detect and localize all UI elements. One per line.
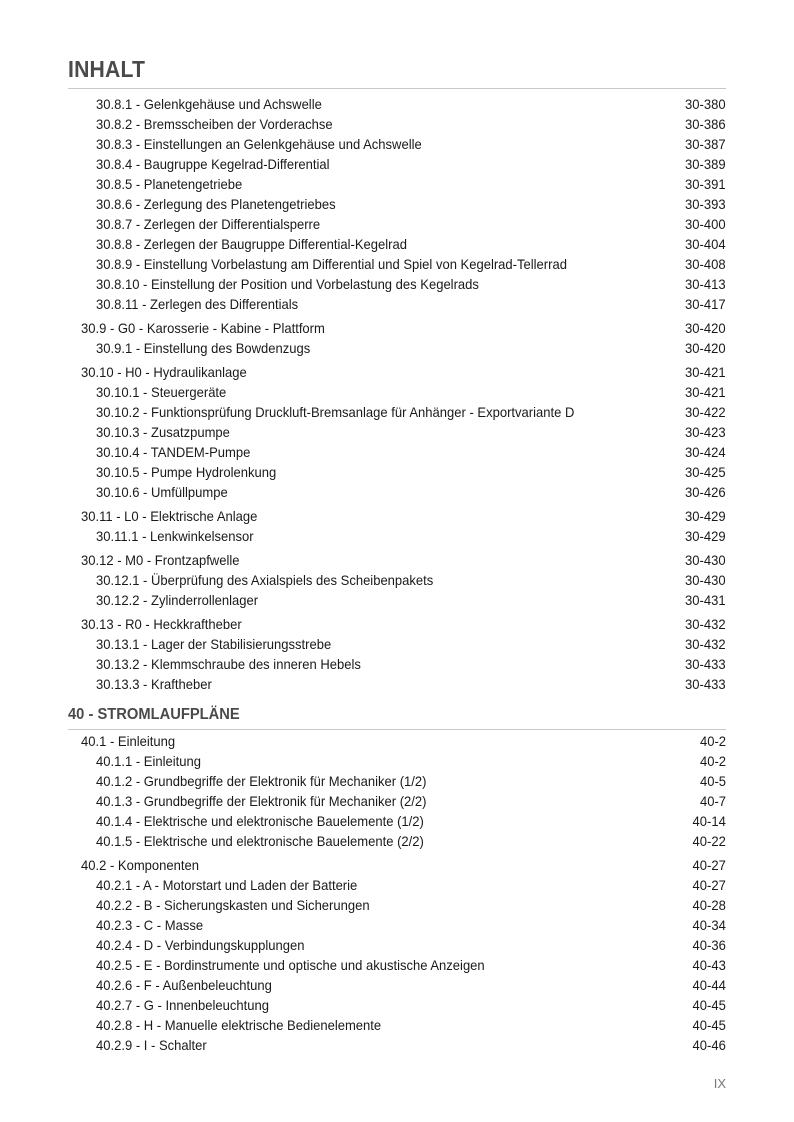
toc-entry-title: 40.1.1 - Einleitung <box>96 753 201 769</box>
toc-entry-page: 40-5 <box>699 773 726 789</box>
toc-entry <box>0 362 794 382</box>
toc-entry <box>0 134 794 154</box>
toc-entry-title: 30.8.9 - Einstellung Vorbelastung am Differential und Spiel von Kegelrad-Tellerrad <box>96 256 567 272</box>
toc-entry-title: 40.2.4 - D - Verbindungskupplungen <box>96 937 305 953</box>
toc-entry <box>0 570 794 590</box>
toc-entry <box>0 214 794 234</box>
toc-entry-title: 30.13.2 - Klemmschraube des inneren Hebels <box>96 656 361 672</box>
toc-entry-page: 30-404 <box>685 236 726 252</box>
toc-entry-page: 30-429 <box>685 508 726 524</box>
toc-entry-page: 30-429 <box>685 528 726 544</box>
toc-entry-page: 30-432 <box>685 636 726 652</box>
toc-entry-page: 40-7 <box>699 793 726 809</box>
toc-entry-title: 40.1.4 - Elektrische und elektronische Bauelemente (1/2) <box>96 813 424 829</box>
toc-entry <box>0 915 794 935</box>
toc-entry <box>0 174 794 194</box>
toc-entry-title: 30.8.6 - Zerlegung des Planetengetriebes <box>96 196 336 212</box>
toc-entry-page: 40-2 <box>699 753 726 769</box>
toc-entry-page: 30-408 <box>685 256 726 272</box>
toc-entry <box>0 614 794 634</box>
toc-entry <box>0 1035 794 1055</box>
toc-entry-page: 30-433 <box>685 676 726 692</box>
toc-entry-title: 30.8.8 - Zerlegen der Baugruppe Differential-Kegelrad <box>96 236 407 252</box>
toc-entry-title: 30.8.4 - Baugruppe Kegelrad-Differential <box>96 156 330 172</box>
toc-entry <box>0 875 794 895</box>
toc-entry <box>0 955 794 975</box>
toc-entry-title: 40.2.7 - G - Innenbeleuchtung <box>96 997 270 1013</box>
toc-entry <box>0 526 794 546</box>
toc-entry-title: 40.1.3 - Grundbegriffe der Elektronik für Mechaniker (2/2) <box>96 793 427 809</box>
toc-entry-title: 30.11.1 - Lenkwinkelsensor <box>96 528 254 544</box>
toc-entry-page: 30-387 <box>685 136 726 152</box>
toc-entry <box>0 318 794 338</box>
toc-entry <box>0 442 794 462</box>
toc-entry-page: 30-417 <box>685 296 726 312</box>
toc-entry-title: 30.10.3 - Zusatzpumpe <box>96 424 230 440</box>
toc-entry <box>0 831 794 851</box>
toc-entry <box>0 274 794 294</box>
toc-entry <box>0 995 794 1015</box>
toc-entry-title: 40.2.1 - A - Motorstart und Laden der Batterie <box>96 877 358 893</box>
toc-entry <box>0 791 794 811</box>
toc-entry-title: 30.8.2 - Bremsscheiben der Vorderachse <box>96 116 333 132</box>
toc-entry-page: 30-421 <box>685 384 726 400</box>
toc-entry <box>0 634 794 654</box>
toc-entry-page: 40-28 <box>692 897 726 913</box>
toc-entry <box>0 935 794 955</box>
toc-entry-title: 30.10.5 - Pumpe Hydrolenkung <box>96 464 277 480</box>
toc-entry-page: 40-27 <box>692 857 726 873</box>
toc-entry <box>0 506 794 526</box>
toc-entry-page: 40-36 <box>692 937 726 953</box>
toc-entry-title: 40.1.2 - Grundbegriffe der Elektronik für Mechaniker (1/2) <box>96 773 427 789</box>
toc-entry-title: 30.11 - L0 - Elektrische Anlage <box>81 508 258 524</box>
toc-entry <box>0 154 794 174</box>
toc-entry-title: 30.10.1 - Steuergeräte <box>96 384 227 400</box>
toc-entry-page: 40-45 <box>692 997 726 1013</box>
toc-entry <box>0 114 794 134</box>
toc-entry <box>0 482 794 502</box>
toc-entry <box>0 590 794 610</box>
toc-entry-page: 40-43 <box>692 957 726 973</box>
toc-entry <box>0 294 794 314</box>
toc-entry-title: 30.9.1 - Einstellung des Bowdenzugs <box>96 340 311 356</box>
toc-entry-title: 30.8.5 - Planetengetriebe <box>96 176 243 192</box>
toc-entry-page: 40-22 <box>692 833 726 849</box>
toc-entry <box>0 382 794 402</box>
toc-entry-page: 40-34 <box>692 917 726 933</box>
toc-entry <box>0 422 794 442</box>
toc-entry-title: 30.12.2 - Zylinderrollenlager <box>96 592 259 608</box>
toc-entry <box>0 234 794 254</box>
toc-entry-page: 30-391 <box>685 176 726 192</box>
toc-entry-title: 40.2 - Komponenten <box>81 857 199 873</box>
toc-entry-page: 30-433 <box>685 656 726 672</box>
toc-entry <box>0 462 794 482</box>
toc-entry-title: 30.9 - G0 - Karosserie - Kabine - Plattform <box>81 320 325 336</box>
toc-entry-title: 40.2.2 - B - Sicherungskasten und Sicherungen <box>96 897 370 913</box>
toc-entry <box>0 731 794 751</box>
toc-entry-page: 30-423 <box>685 424 726 440</box>
toc-entry <box>0 550 794 570</box>
toc-entry-page: 40-27 <box>692 877 726 893</box>
toc-entry-page: 30-389 <box>685 156 726 172</box>
toc-entry-title: 30.8.1 - Gelenkgehäuse und Achswelle <box>96 96 322 112</box>
toc-entry-page: 30-400 <box>685 216 726 232</box>
page-title: INHALT <box>68 56 146 82</box>
toc-entry-page: 30-425 <box>685 464 726 480</box>
toc-entry-page: 30-421 <box>685 364 726 380</box>
section-rule <box>68 729 726 730</box>
toc-entry-page: 40-14 <box>692 813 726 829</box>
toc-entry <box>0 771 794 791</box>
toc-entry <box>0 895 794 915</box>
toc-entry-title: 30.10.6 - Umfüllpumpe <box>96 484 228 500</box>
toc-entry-page: 30-420 <box>685 340 726 356</box>
toc-entry-title: 30.13.1 - Lager der Stabilisierungsstrebe <box>96 636 332 652</box>
toc-entry-title: 30.13 - R0 - Heckkraftheber <box>81 616 242 632</box>
toc-entry-title: 40.2.3 - C - Masse <box>96 917 204 933</box>
toc-entry <box>0 975 794 995</box>
toc-entry-page: 30-386 <box>685 116 726 132</box>
toc-entry <box>0 811 794 831</box>
toc-entry-page: 30-430 <box>685 572 726 588</box>
toc-entry <box>0 654 794 674</box>
toc-entry-title: 40.1 - Einleitung <box>81 733 176 749</box>
toc-entry-page: 30-426 <box>685 484 726 500</box>
toc-entry-title: 30.12 - M0 - Frontzapfwelle <box>81 552 240 568</box>
toc-entry-page: 30-422 <box>685 404 726 420</box>
toc-entry <box>0 254 794 274</box>
toc-entry <box>0 855 794 875</box>
page-number: IX <box>713 1076 726 1091</box>
toc-entry <box>0 1015 794 1035</box>
toc-entry-page: 30-380 <box>685 96 726 112</box>
toc-entry <box>0 194 794 214</box>
toc-entry-title: 30.10 - H0 - Hydraulikanlage <box>81 364 247 380</box>
toc-entry-page: 40-2 <box>699 733 726 749</box>
toc-entry <box>0 402 794 422</box>
toc-entry-title: 40.2.6 - F - Außenbeleuchtung <box>96 977 272 993</box>
toc-entry-title: 30.8.3 - Einstellungen an Gelenkgehäuse und Achswelle <box>96 136 422 152</box>
toc-entry-title: 30.10.4 - TANDEM-Pumpe <box>96 444 251 460</box>
toc-entry-title: 30.13.3 - Kraftheber <box>96 676 212 692</box>
toc-entry-page: 40-44 <box>692 977 726 993</box>
toc-entry-title: 30.10.2 - Funktionsprüfung Druckluft-Bremsanlage für Anhänger - Exportvariante D <box>96 404 575 420</box>
toc-entry <box>0 94 794 114</box>
toc-entry <box>0 338 794 358</box>
toc-entry-title: 40.2.9 - I - Schalter <box>96 1037 207 1053</box>
toc-entry-title: 30.8.10 - Einstellung der Position und Vorbelastung des Kegelrads <box>96 276 479 292</box>
toc-entry-page: 30-432 <box>685 616 726 632</box>
section-heading: 40 - STROMLAUFPLÄNE <box>68 706 240 723</box>
toc-entry-page: 30-420 <box>685 320 726 336</box>
toc-entry-title: 30.8.11 - Zerlegen des Differentials <box>96 296 299 312</box>
toc-entry <box>0 751 794 771</box>
toc-entry-title: 30.8.7 - Zerlegen der Differentialsperre <box>96 216 321 232</box>
toc-entry-page: 30-424 <box>685 444 726 460</box>
toc-entry-page: 40-45 <box>692 1017 726 1033</box>
toc-entry-page: 30-431 <box>685 592 726 608</box>
title-rule <box>68 88 726 89</box>
toc-entry <box>0 674 794 694</box>
toc-entry-page: 30-430 <box>685 552 726 568</box>
toc-entry-title: 40.1.5 - Elektrische und elektronische Bauelemente (2/2) <box>96 833 424 849</box>
toc-entry-page: 40-46 <box>692 1037 726 1053</box>
toc-entry-title: 40.2.5 - E - Bordinstrumente und optische und akustische Anzeigen <box>96 957 485 973</box>
toc-entry-title: 40.2.8 - H - Manuelle elektrische Bedienelemente <box>96 1017 382 1033</box>
toc-entry-title: 30.12.1 - Überprüfung des Axialspiels des Scheibenpakets <box>96 572 434 588</box>
toc-entry-page: 30-393 <box>685 196 726 212</box>
toc-entry-page: 30-413 <box>685 276 726 292</box>
